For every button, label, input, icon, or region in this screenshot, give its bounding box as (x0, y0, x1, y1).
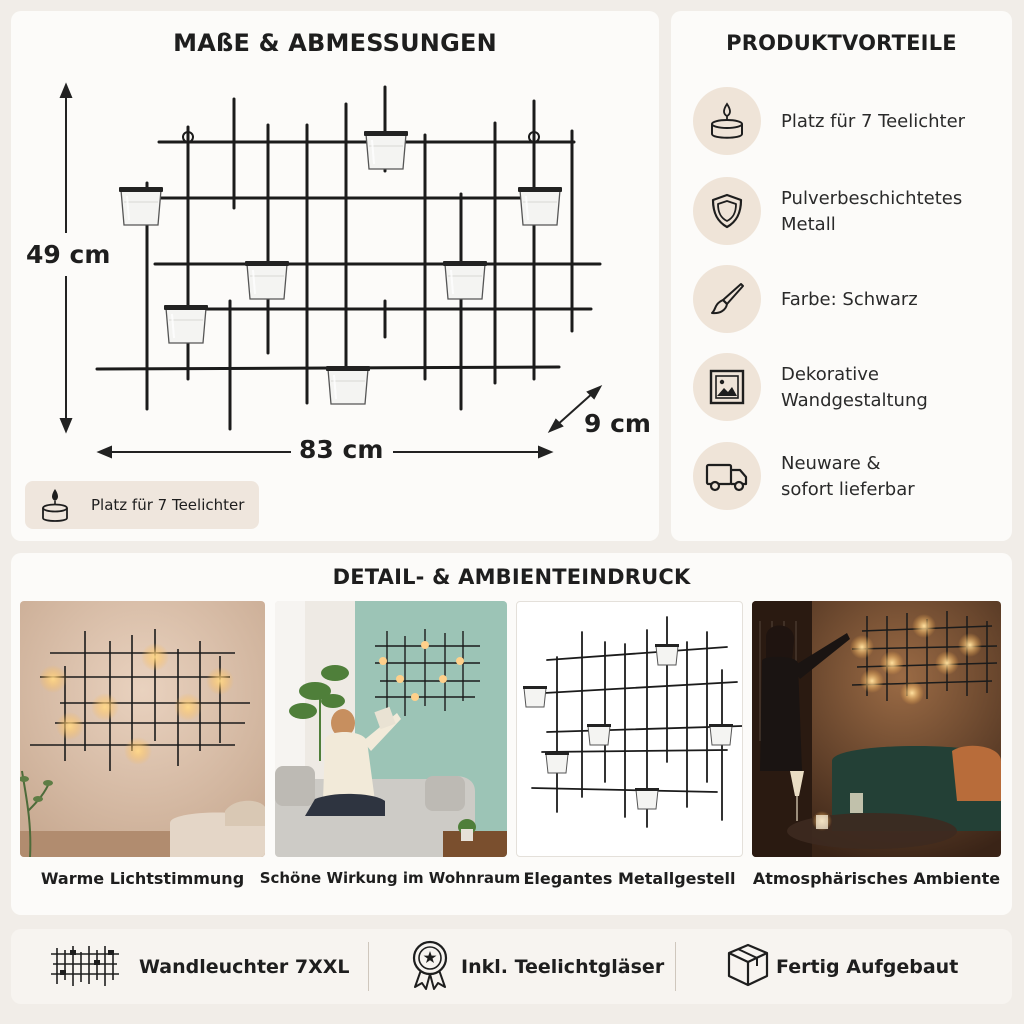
advantage-text: Platz für 7 Teelichter (781, 111, 966, 132)
width-label: 83 cm (299, 435, 384, 464)
photo-living-room (275, 601, 507, 857)
quality-seal-icon (409, 940, 451, 990)
box-icon (726, 942, 770, 988)
advantage-text: Metall (781, 214, 836, 235)
advantage-item (693, 442, 1003, 512)
badge-text: Platz für 7 Teelichter (91, 496, 245, 514)
wall-rack-icon (49, 944, 121, 990)
advantage-text: Dekorative (781, 364, 879, 385)
caption-warm-lighting: Warme Lichtstimmung (40, 869, 245, 888)
divider (675, 942, 676, 991)
advantage-item (693, 177, 1003, 247)
feature-bar (11, 929, 1012, 1004)
caption-living-room: Schöne Wirkung im Wohnraum (259, 869, 521, 887)
advantage-text: Wandgestaltung (781, 390, 928, 411)
advantage-item (693, 353, 1003, 423)
caption-metal-frame: Elegantes Metallgestell (523, 869, 736, 888)
divider (368, 942, 369, 991)
photo-metal-frame (516, 601, 743, 857)
advantage-item (693, 87, 1003, 157)
advantage-item (693, 265, 1003, 335)
details-panel (11, 553, 1012, 915)
candle-icon (708, 102, 746, 140)
tealight-capacity-badge (25, 481, 259, 529)
truck-icon (705, 457, 749, 495)
advantage-text: Neuware & (781, 453, 881, 474)
shield-icon (708, 192, 746, 230)
advantage-text: sofort lieferbar (781, 479, 915, 500)
feature-label: Wandleuchter 7XXL (139, 956, 350, 978)
advantages-title: PRODUKTVORTEILE (726, 31, 957, 55)
dimensions-panel (11, 11, 659, 541)
feature-label: Inkl. Teelichtgläser (461, 956, 665, 978)
caption-atmosphere: Atmosphärisches Ambiente (752, 869, 1001, 888)
feature-label: Fertig Aufgebaut (776, 956, 959, 978)
depth-label: 9 cm (584, 409, 651, 438)
dimensions-title: MAßE & ABMESSUNGEN (173, 29, 497, 57)
advantages-panel (671, 11, 1012, 541)
advantage-text: Pulverbeschichtetes (781, 188, 963, 209)
advantage-text: Farbe: Schwarz (781, 289, 918, 310)
photo-warm-lighting (20, 601, 265, 857)
candle-icon (40, 487, 70, 523)
height-label: 49 cm (26, 240, 111, 269)
photo-atmosphere (752, 601, 1001, 857)
details-title: DETAIL- & AMBIENTEINDRUCK (332, 565, 691, 589)
picture-icon (708, 368, 746, 406)
brush-icon (708, 280, 746, 318)
